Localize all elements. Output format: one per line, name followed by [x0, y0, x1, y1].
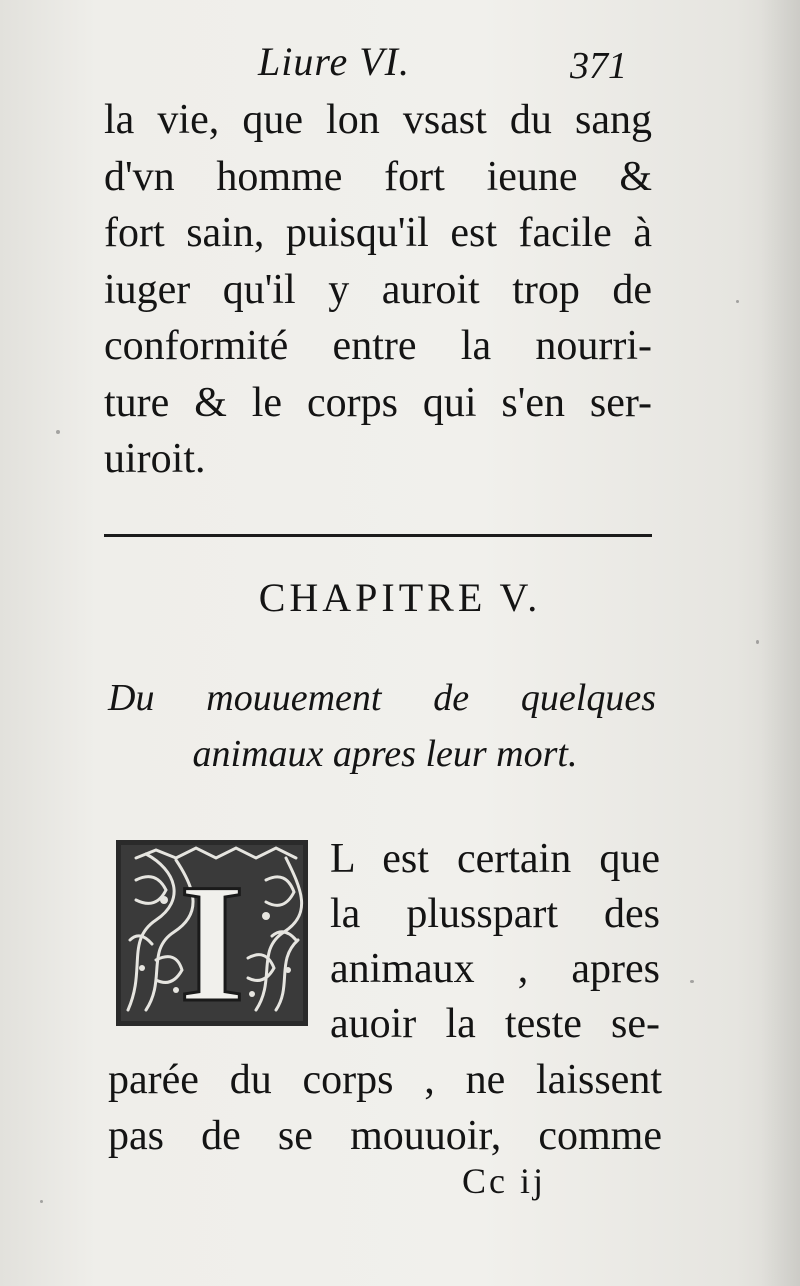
text-line: animaux , apres	[330, 946, 660, 992]
chapter-heading: CHAPITRE V.	[258, 575, 542, 620]
page-edge-shadow	[760, 0, 800, 1286]
text-line: auoir la teste se-	[330, 1001, 660, 1047]
text-line: parée du corps , ne laissent	[108, 1057, 662, 1103]
text-line: la vie, que lon vsast du sang	[104, 97, 652, 143]
text-line: la plusspart des	[330, 891, 660, 937]
text-line: iuger qu'il y auroit trop de	[104, 266, 652, 313]
catchword-signature: Cc ij	[462, 1161, 546, 1201]
text-line: uiroit.	[104, 436, 206, 482]
text-block-top	[104, 92, 652, 488]
ornamental-initial-icon	[116, 840, 308, 1026]
page-number: 371	[570, 45, 627, 87]
running-title: Liure VI.	[258, 39, 410, 84]
paper-speck	[756, 640, 759, 644]
paper-speck	[736, 300, 739, 303]
paper-speck	[56, 430, 60, 434]
text-block-bottom	[108, 1052, 662, 1164]
subtitle-line: animaux apres leur mort.	[192, 733, 578, 775]
horizontal-rule	[104, 534, 652, 537]
paper-speck	[690, 980, 694, 983]
chapter-subtitle	[108, 670, 656, 782]
text-line: ture & le corps qui s'en ser-	[104, 379, 652, 426]
text-block-beside-initial	[330, 832, 660, 1052]
text-line: conformité entre la nourri-	[104, 323, 652, 369]
drop-cap-letter: I	[178, 849, 246, 1026]
drop-cap-ornament	[116, 840, 308, 1026]
paper-speck	[40, 1200, 43, 1203]
running-head	[0, 34, 800, 94]
text-line: L est certain que	[330, 836, 660, 882]
subtitle-line: Du mouuement de quelques	[108, 677, 656, 719]
text-line: pas de se mouuoir, comme	[108, 1113, 662, 1159]
text-line: d'vn homme fort ieune &	[104, 153, 652, 200]
text-line: fort sain, puisqu'il est facile à	[104, 210, 652, 256]
